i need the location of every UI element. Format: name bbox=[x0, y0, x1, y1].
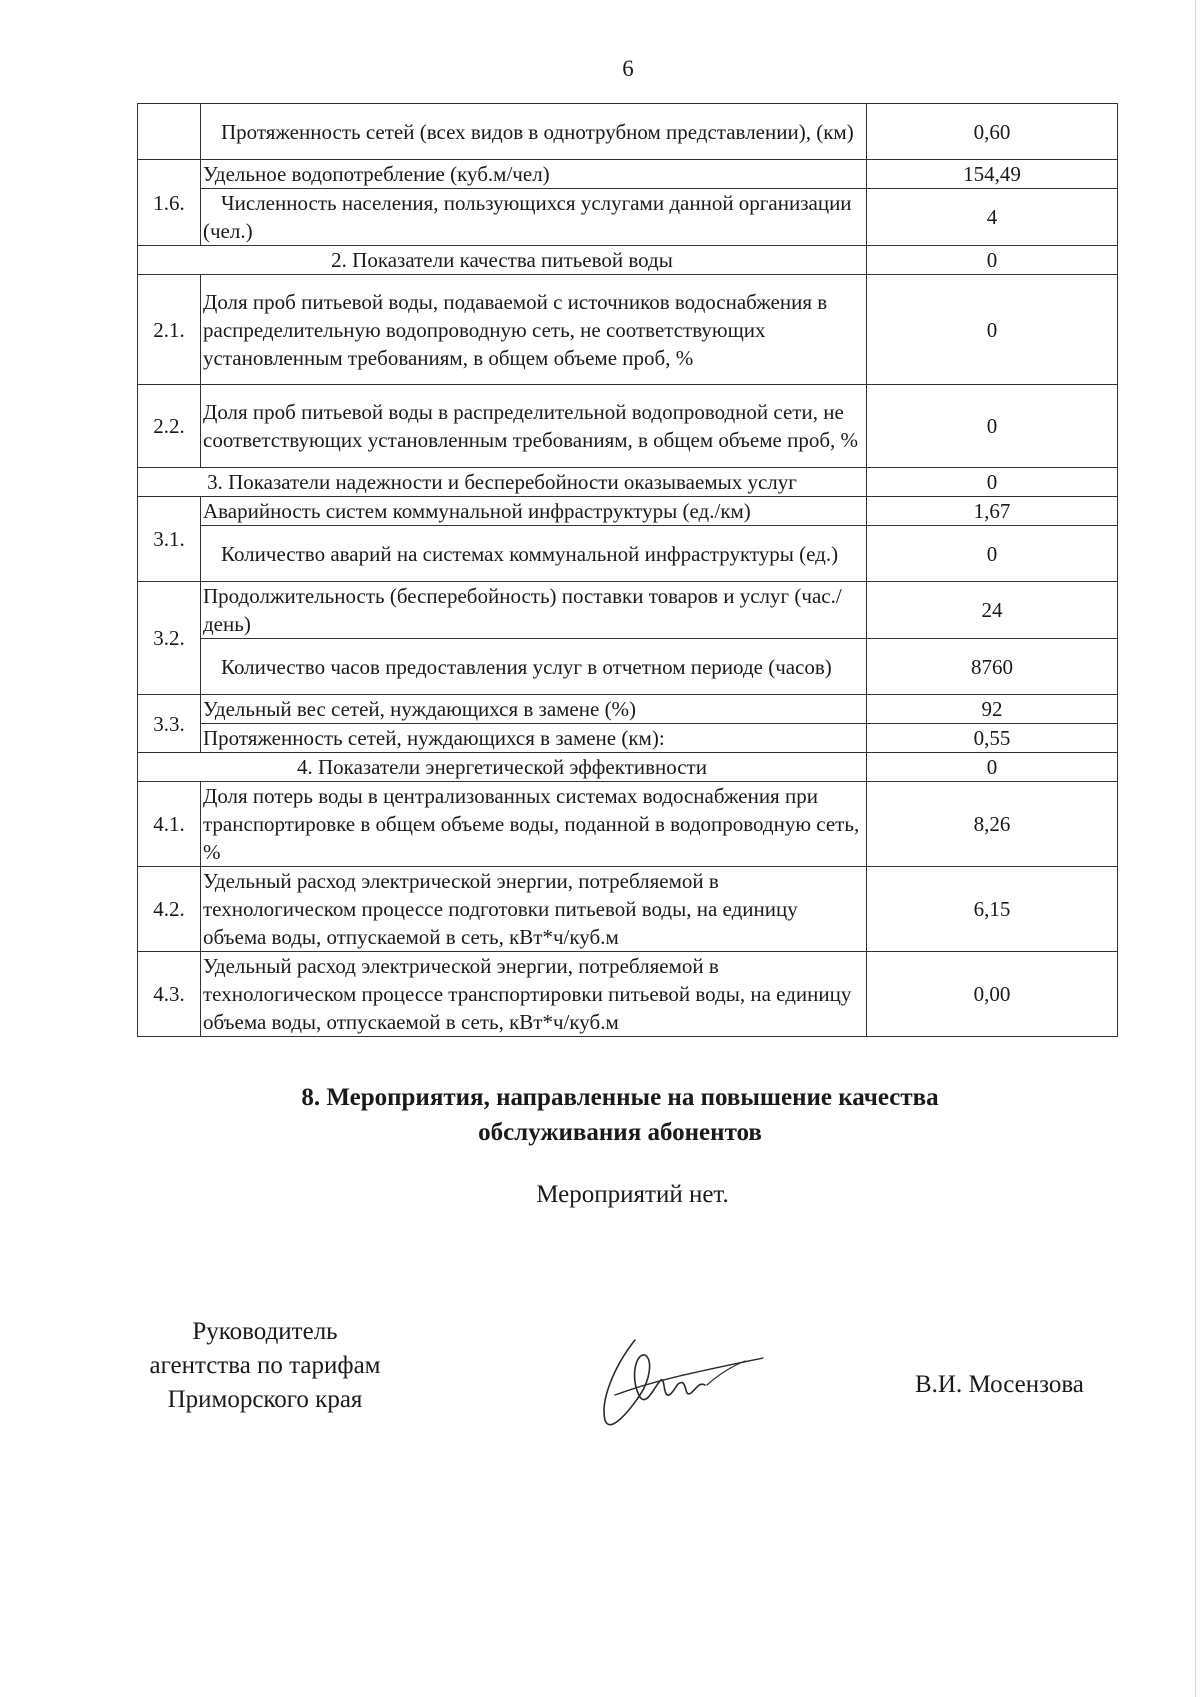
table-row bbox=[138, 275, 1118, 385]
indicator-name-text: Доля проб питьевой воды, подаваемой с источников водоснабжения в распределительную водопроводную сеть, не соответствующих установленным требованиям, в общем объеме проб, % bbox=[203, 289, 828, 370]
indicator-value-cell: 8,26 bbox=[867, 782, 1118, 867]
section-8-heading-line-1: 8. Мероприятия, направленные на повышение качества bbox=[301, 1084, 939, 1111]
indicator-value-cell: 4 bbox=[867, 189, 1118, 246]
indicator-value-cell: 154,49 bbox=[867, 160, 1118, 189]
table-row bbox=[138, 582, 1118, 639]
section-row bbox=[138, 753, 1118, 782]
table-row bbox=[138, 724, 1118, 753]
item-number-cell: 4.1. bbox=[138, 782, 201, 867]
item-number-cell: 3.3. bbox=[138, 695, 201, 753]
signatory-title-line-1: Руководитель bbox=[192, 1318, 338, 1345]
indicator-name-text: Удельный вес сетей, нуждающихся в замене (%) bbox=[203, 697, 637, 721]
item-number-cell: 1.6. bbox=[138, 160, 201, 246]
indicator-value-cell: 6,15 bbox=[867, 867, 1118, 952]
indicator-name-text: Количество часов предоставления услуг в отчетном периоде (часов) bbox=[221, 654, 832, 679]
indicator-name-text: Протяженность сетей (всех видов в однотрубном представлении), (км) bbox=[221, 119, 854, 144]
indicator-name-cell bbox=[201, 526, 867, 582]
indicator-name-cell bbox=[201, 104, 867, 160]
indicator-name-cell bbox=[201, 724, 867, 753]
indicator-name-text: Численность населения, пользующихся услугами данной организации (чел.) bbox=[203, 191, 852, 243]
indicator-name-text: Доля проб питьевой воды в распределительной водопроводной сети, не соответствующих установленным требованиям, в общем объеме проб, % bbox=[203, 400, 859, 452]
signatory-title-line-3: Приморского края bbox=[167, 1386, 363, 1413]
indicator-name-text: Количество аварий на системах коммунальной инфраструктуры (ед.) bbox=[221, 541, 839, 566]
section-row bbox=[138, 246, 1118, 275]
section-title-cell: 4. Показатели энергетической эффективности bbox=[138, 753, 867, 782]
indicator-name-text: Удельный расход электрической энергии, потребляемой в технологическом процессе подготовки питьевой воды, на единицу объема воды, отпускаемой в сеть, кВт*ч/куб.м bbox=[203, 869, 798, 949]
indicator-value-cell: 0 bbox=[867, 753, 1118, 782]
indicator-name-cell bbox=[201, 189, 867, 246]
signatory-title bbox=[120, 1315, 410, 1417]
indicator-value-cell: 8760 bbox=[867, 639, 1118, 695]
indicator-value-cell: 0,55 bbox=[867, 724, 1118, 753]
indicators-table bbox=[137, 103, 1118, 1037]
indicator-value-cell: 1,67 bbox=[867, 497, 1118, 526]
item-number-cell: 2.1. bbox=[138, 275, 201, 385]
indicator-name-cell bbox=[201, 275, 867, 385]
indicator-name-text: Протяженность сетей, нуждающихся в замене (км): bbox=[203, 726, 665, 750]
section-8-heading bbox=[0, 1080, 1200, 1150]
table-row bbox=[138, 497, 1118, 526]
table-row bbox=[138, 695, 1118, 724]
signatory-name: В.И. Мосензова bbox=[915, 1371, 1084, 1398]
table-row bbox=[138, 952, 1118, 1037]
indicator-name-text: Удельное водопотребление (куб.м/чел) bbox=[203, 162, 550, 186]
indicators-table-body bbox=[138, 104, 1118, 1037]
indicator-name-text: Удельный расход электрической энергии, потребляемой в технологическом процессе транспортировки питьевой воды, на единицу объема воды, отпускаемой в сеть, кВт*ч/куб.м bbox=[203, 954, 852, 1034]
indicator-value-cell: 92 bbox=[867, 695, 1118, 724]
item-number-cell: 3.1. bbox=[138, 497, 201, 582]
table-row bbox=[138, 189, 1118, 246]
indicator-value-cell: 24 bbox=[867, 582, 1118, 639]
indicator-name-cell bbox=[201, 385, 867, 468]
page-number: 6 bbox=[622, 56, 634, 81]
table-row bbox=[138, 104, 1118, 160]
indicator-name-cell bbox=[201, 782, 867, 867]
indicator-name-cell bbox=[201, 582, 867, 639]
section-row bbox=[138, 468, 1118, 497]
indicator-name-cell bbox=[201, 497, 867, 526]
table-row bbox=[138, 160, 1118, 189]
indicator-value-cell: 0 bbox=[867, 526, 1118, 582]
signatory-title-line-2: агентства по тарифам bbox=[149, 1352, 381, 1379]
indicator-value-cell: 0 bbox=[867, 275, 1118, 385]
indicator-value-cell: 0,00 bbox=[867, 952, 1118, 1037]
page-edge bbox=[1195, 0, 1196, 1697]
table-row bbox=[138, 385, 1118, 468]
item-number-cell: 3.2. bbox=[138, 582, 201, 695]
indicator-name-cell bbox=[201, 952, 867, 1037]
item-number-cell: 4.2. bbox=[138, 867, 201, 952]
no-measures-text: Мероприятий нет. bbox=[536, 1181, 729, 1208]
indicator-name-text: Продолжительность (бесперебойность) поставки товаров и услуг (час./день) bbox=[203, 584, 842, 636]
indicator-name-cell bbox=[201, 639, 867, 695]
section-title-cell: 2. Показатели качества питьевой воды bbox=[138, 246, 867, 275]
handwritten-signature bbox=[595, 1325, 765, 1435]
indicator-name-cell bbox=[201, 160, 867, 189]
indicator-value-cell: 0,60 bbox=[867, 104, 1118, 160]
table-row bbox=[138, 639, 1118, 695]
indicator-name-text: Аварийность систем коммунальной инфраструктуры (ед./км) bbox=[203, 499, 751, 523]
section-8-heading-line-2: обслуживания абонентов bbox=[478, 1119, 762, 1146]
indicator-name-text: Доля потерь воды в централизованных системах водоснабжения при транспортировке в общем объеме воды, поданной в водопроводную сеть, % bbox=[203, 784, 860, 864]
item-number-cell: 4.3. bbox=[138, 952, 201, 1037]
item-number-cell: 2.2. bbox=[138, 385, 201, 468]
indicator-value-cell: 0 bbox=[867, 385, 1118, 468]
indicator-name-cell bbox=[201, 695, 867, 724]
table-row bbox=[138, 782, 1118, 867]
item-number-cell bbox=[138, 104, 201, 160]
indicator-value-cell: 0 bbox=[867, 246, 1118, 275]
indicator-name-cell bbox=[201, 867, 867, 952]
table-row bbox=[138, 867, 1118, 952]
section-title-cell: 3. Показатели надежности и бесперебойности оказываемых услуг bbox=[138, 468, 867, 497]
indicator-value-cell: 0 bbox=[867, 468, 1118, 497]
table-row bbox=[138, 526, 1118, 582]
